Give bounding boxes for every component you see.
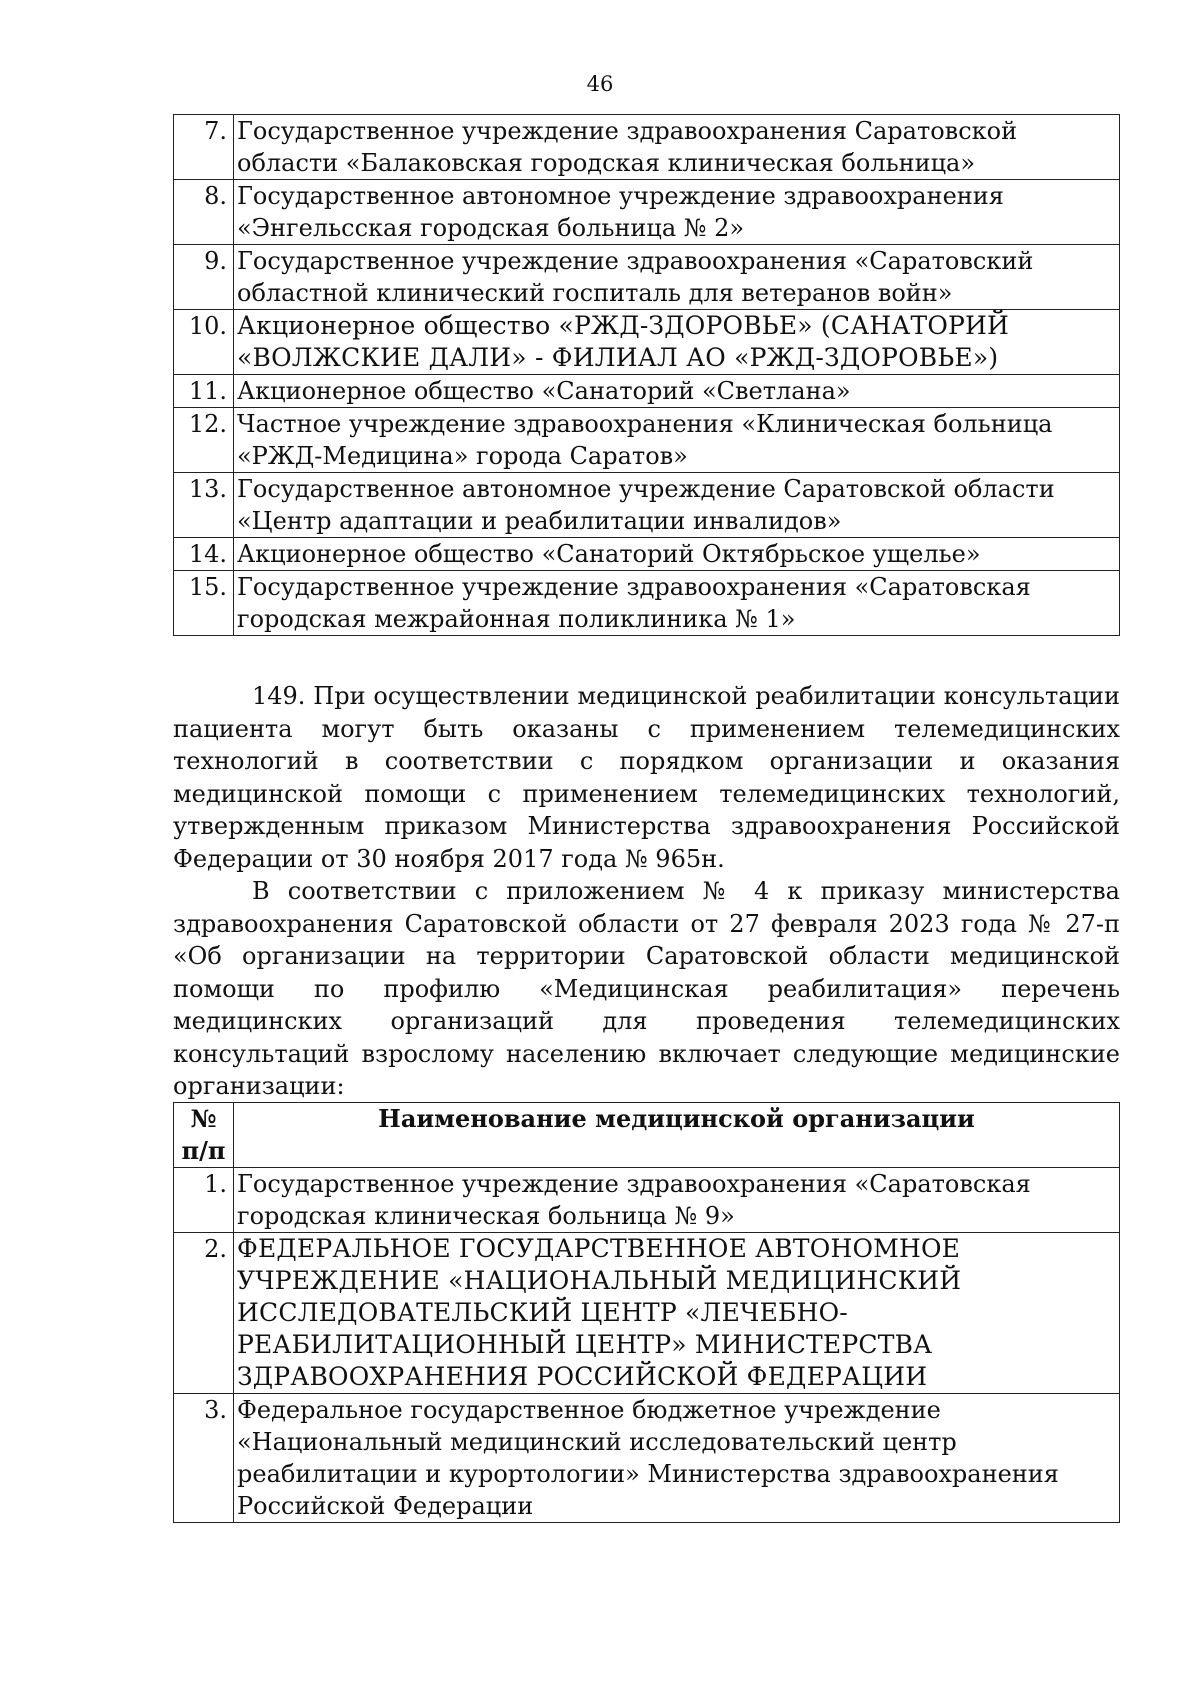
table-row bbox=[174, 473, 1120, 538]
table-row bbox=[174, 1394, 1120, 1523]
table-header-row bbox=[174, 1103, 1120, 1168]
row-number: 1. bbox=[174, 1168, 234, 1233]
page-number: 46 bbox=[586, 72, 614, 96]
paragraph-telemed-list-intro: В соответствии с приложением № 4 к приказу министерства здравоохранения Саратовской области от 27 февраля 2023 года № 27-п «Об организации на территории Саратовской области медицинской помощи по профилю «Медицинская реабилитация» перечень медицинских организаций для проведения телемедицинских консультаций взрослому населению включает следующие медицинские организации: bbox=[173, 877, 1120, 1100]
table-row bbox=[174, 571, 1120, 636]
row-number: 14. bbox=[174, 538, 234, 571]
row-number: 7. bbox=[174, 115, 234, 180]
organization-name: ФЕДЕРАЛЬНОЕ ГОСУДАРСТВЕННОЕ АВТОНОМНОЕ УЧРЕЖДЕНИЕ «НАЦИОНАЛЬНЫЙ МЕДИЦИНСКИЙ ИССЛЕДОВАТЕЛЬСКИЙ ЦЕНТР «ЛЕЧЕБНО-РЕАБИЛИТАЦИОННЫЙ ЦЕНТР» МИНИСТЕРСТВА ЗДРАВООХРАНЕНИЯ РОССИЙСКОЙ ФЕДЕРАЦИИ bbox=[234, 1233, 1120, 1394]
row-number: 9. bbox=[174, 245, 234, 310]
table-row bbox=[174, 115, 1120, 180]
organization-name: Частное учреждение здравоохранения «Клиническая больница «РЖД-Медицина» города Саратов» bbox=[234, 408, 1120, 473]
organization-name: Государственное автономное учреждение Саратовской области «Центр адаптации и реабилитации инвалидов» bbox=[234, 473, 1120, 538]
row-number: 12. bbox=[174, 408, 234, 473]
table-row bbox=[174, 538, 1120, 571]
body-text bbox=[173, 680, 1120, 1103]
row-number: 3. bbox=[174, 1394, 234, 1523]
organization-name: Государственное учреждение здравоохранения «Саратовский областной клинический госпиталь для ветеранов войн» bbox=[234, 245, 1120, 310]
table-row bbox=[174, 375, 1120, 408]
organization-name: Акционерное общество «Санаторий «Светлана» bbox=[234, 375, 1120, 408]
row-number: 10. bbox=[174, 310, 234, 375]
row-number: 2. bbox=[174, 1233, 234, 1394]
organization-name: Акционерное общество «РЖД-ЗДОРОВЬЕ» (САНАТОРИЙ «ВОЛЖСКИЕ ДАЛИ» - ФИЛИАЛ АО «РЖД-ЗДОРОВЬЕ») bbox=[234, 310, 1120, 375]
header-number: № п/п bbox=[174, 1103, 234, 1168]
row-number: 8. bbox=[174, 180, 234, 245]
organization-name: Федеральное государственное бюджетное учреждение «Национальный медицинский исследовательский центр реабилитации и курортологии» Министерства здравоохранения Российской Федерации bbox=[234, 1394, 1120, 1523]
organizations-table-continued bbox=[173, 114, 1120, 636]
organization-name: Государственное учреждение здравоохранения «Саратовская городская межрайонная поликлиника № 1» bbox=[234, 571, 1120, 636]
organization-name: Акционерное общество «Санаторий Октябрьское ущелье» bbox=[234, 538, 1120, 571]
organization-name: Государственное учреждение здравоохранения «Саратовская городская клиническая больница № 9» bbox=[234, 1168, 1120, 1233]
organization-name: Государственное автономное учреждение здравоохранения «Энгельсская городская больница № 2» bbox=[234, 180, 1120, 245]
table-row bbox=[174, 408, 1120, 473]
table-row bbox=[174, 245, 1120, 310]
row-number: 15. bbox=[174, 571, 234, 636]
row-number: 13. bbox=[174, 473, 234, 538]
paragraph-149: 149. При осуществлении медицинской реабилитации консультации пациента могут быть оказаны с применением телемедицинских технологий в соответствии с порядком организации и оказания медицинской помощи с применением телемедицинских технологий, утвержденным приказом Министерства здравоохранения Российской Федерации от 30 ноября 2017 года № 965н. bbox=[173, 682, 1120, 873]
organization-name: Государственное учреждение здравоохранения Саратовской области «Балаковская городская клиническая больница» bbox=[234, 115, 1120, 180]
header-organization-name: Наименование медицинской организации bbox=[234, 1103, 1120, 1168]
row-number: 11. bbox=[174, 375, 234, 408]
table-row bbox=[174, 310, 1120, 375]
table-row bbox=[174, 1233, 1120, 1394]
table-row bbox=[174, 180, 1120, 245]
table-row bbox=[174, 1168, 1120, 1233]
telemedicine-organizations-table bbox=[173, 1102, 1120, 1523]
